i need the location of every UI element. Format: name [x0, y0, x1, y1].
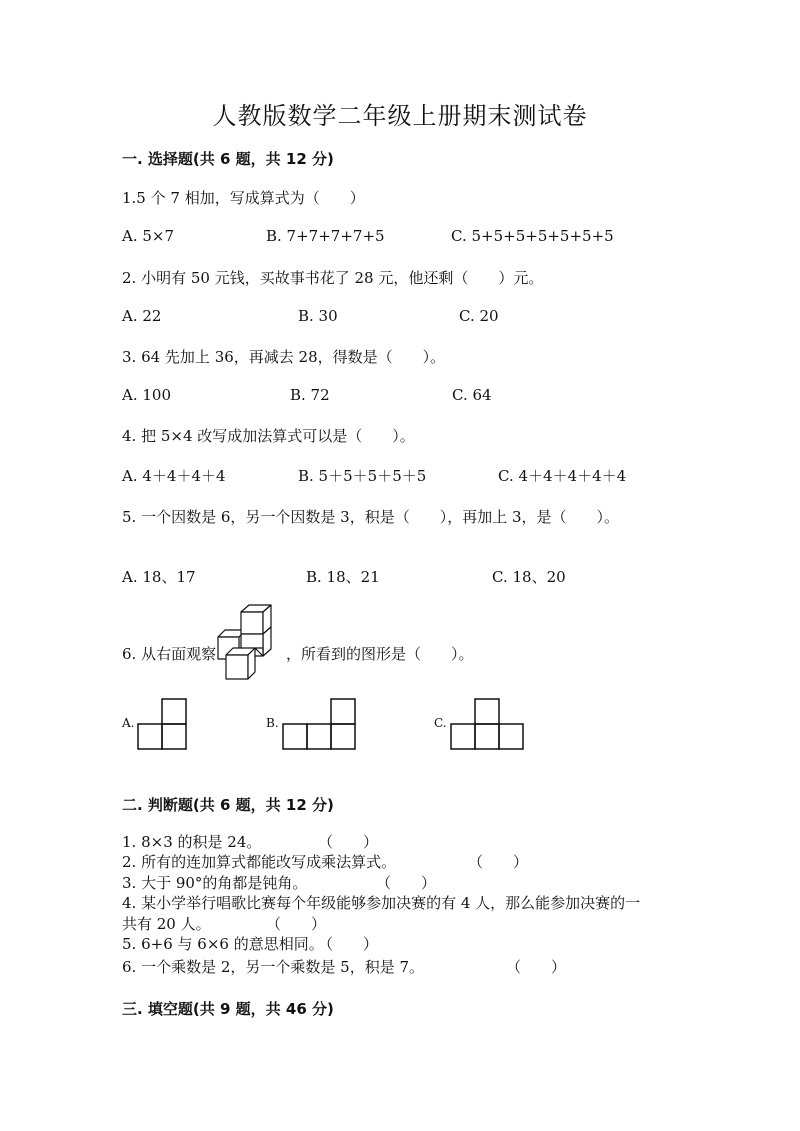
- option-b-figure: [282, 698, 358, 752]
- cube-figure: [217, 603, 277, 683]
- judge-item-5-text: 5. 6+6 与 6×6 的意思相同。: [122, 935, 324, 953]
- judge-item-3-paren: （ ）: [376, 874, 437, 892]
- page-title: 人教版数学二年级上册期末测试卷: [212, 102, 588, 130]
- section-1-heading: 一. 选择题(共 6 题，共 12 分): [122, 150, 334, 168]
- option-a-figure: [137, 698, 189, 752]
- judge-item-3-text: 3. 大于 90°的角都是钝角。: [122, 874, 308, 892]
- question-4-option-b: B. 5＋5＋5＋5＋5: [298, 467, 427, 485]
- question-5-option-c: C. 18、20: [492, 568, 566, 586]
- question-6-option-a: A.: [122, 716, 135, 730]
- question-1-option-c: C. 5+5+5+5+5+5+5: [451, 227, 614, 245]
- question-4-option-c: C. 4＋4＋4＋4＋4: [498, 467, 627, 485]
- judge-item-1-text: 1. 8×3 的积是 24。: [122, 833, 262, 851]
- judge-item-6-text: 6. 一个乘数是 2，另一个乘数是 5，积是 7。: [122, 958, 425, 976]
- question-2-option-c: C. 20: [459, 307, 499, 325]
- question-4-text: 4. 把 5×4 改写成加法算式可以是（ ）。: [122, 427, 415, 445]
- question-3-option-a: A. 100: [122, 386, 171, 404]
- question-2-option-a: A. 22: [122, 307, 162, 325]
- option-c-figure: [450, 698, 526, 752]
- question-6-text-after: ，所看到的图形是（ ）。: [286, 645, 474, 663]
- judge-item-5-paren: （ ）: [318, 935, 379, 953]
- question-6-option-b: B.: [266, 716, 279, 730]
- judge-item-4-text-line2: 共有 20 人。: [122, 915, 211, 933]
- question-6-option-c: C.: [434, 716, 447, 730]
- judge-item-2-text: 2. 所有的连加算式都能改写成乘法算式。: [122, 853, 397, 871]
- question-2-option-b: B. 30: [298, 307, 338, 325]
- question-1-option-a: A. 5×7: [122, 227, 175, 245]
- section-2-heading: 二. 判断题(共 6 题，共 12 分): [122, 796, 334, 814]
- judge-item-4-text-line1: 4. 某小学举行唱歌比赛每个年级能够参加决赛的有 4 人，那么能参加决赛的一: [122, 894, 641, 912]
- question-4-option-a: A. 4＋4＋4＋4: [122, 467, 226, 485]
- judge-item-2-paren: （ ）: [468, 853, 529, 871]
- judge-item-4-paren: （ ）: [266, 915, 327, 933]
- question-3-option-c: C. 64: [452, 386, 492, 404]
- question-5-option-b: B. 18、21: [306, 568, 380, 586]
- section-3-heading: 三. 填空题(共 9 题，共 46 分): [122, 1000, 334, 1018]
- judge-item-1-paren: （ ）: [318, 833, 379, 851]
- question-6-text-before: 6. 从右面观察: [122, 645, 217, 663]
- question-2-text: 2. 小明有 50 元钱，买故事书花了 28 元，他还剩（ ）元。: [122, 269, 544, 287]
- judge-item-6-paren: （ ）: [506, 958, 567, 976]
- question-5-option-a: A. 18、17: [122, 568, 196, 586]
- question-5-text: 5. 一个因数是 6，另一个因数是 3，积是（ ），再加上 3，是（ ）。: [122, 508, 620, 526]
- question-1-option-b: B. 7+7+7+7+5: [266, 227, 385, 245]
- question-3-option-b: B. 72: [290, 386, 330, 404]
- question-1-text: 1.5 个 7 相加，写成算式为（ ）: [122, 189, 365, 207]
- question-3-text: 3. 64 先加上 36，再减去 28，得数是（ ）。: [122, 348, 446, 366]
